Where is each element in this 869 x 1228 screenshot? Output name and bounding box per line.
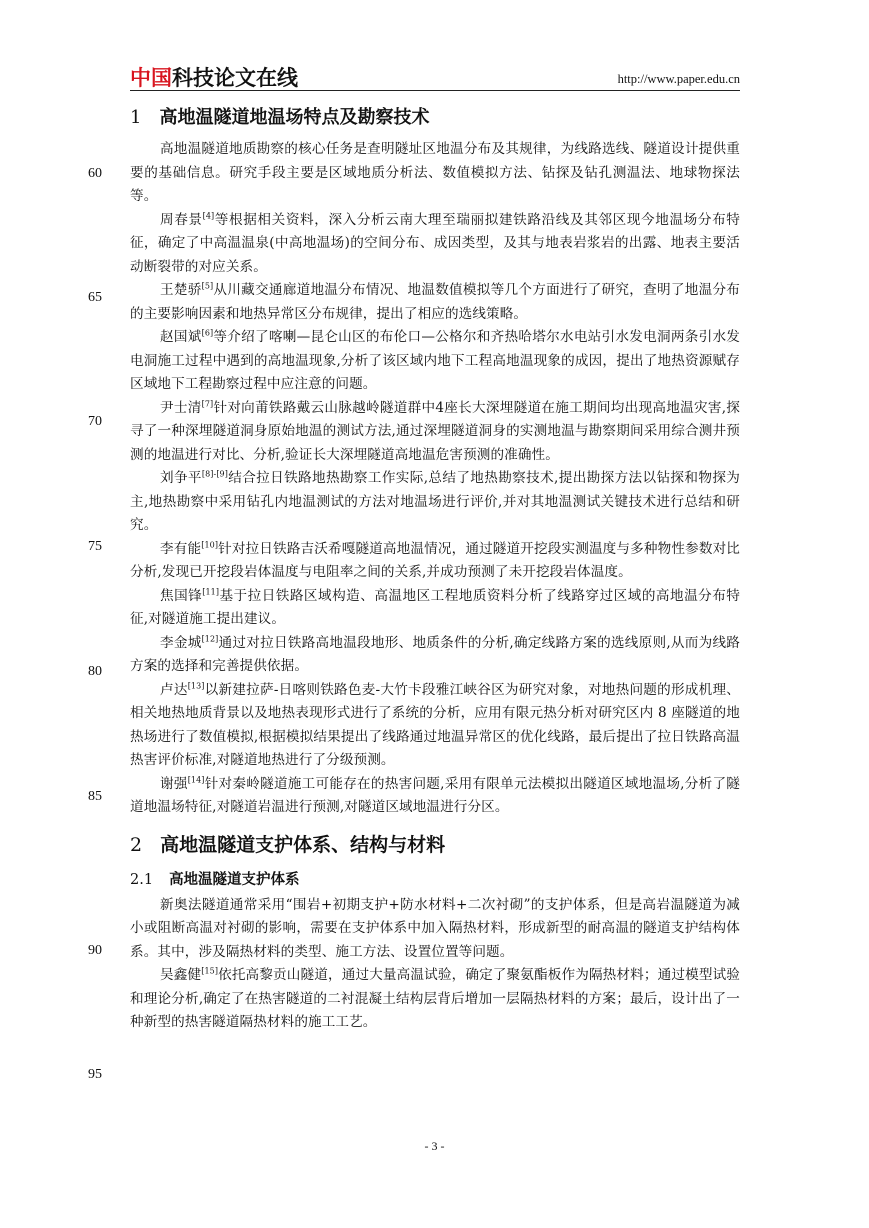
section-1-body: [130, 138, 740, 820]
paragraph: [130, 773, 740, 820]
paragraph: [130, 632, 740, 679]
paragraph: [130, 209, 740, 280]
line-number: 80: [88, 664, 102, 679]
paragraph: [130, 679, 740, 773]
page-number: - 3 -: [424, 1139, 445, 1153]
paragraph-text: 王楚骄: [160, 282, 202, 298]
paragraph-text: 周春景: [160, 211, 203, 228]
citation-ref[interactable]: [15]: [201, 966, 219, 976]
page-header: [130, 60, 740, 92]
paragraph-text: 李金城: [160, 634, 202, 651]
section-2-body: [130, 894, 740, 1035]
paragraph-text: 针对秦岭隧道施工可能存在的热害问题,采用有限单元法模拟出隧道区域地温场,分析了隧道地温场特征,对隧道岩温进行预测,对隧道区域地温进行分区。: [130, 775, 740, 815]
citation-ref[interactable]: [13]: [187, 680, 205, 690]
citation-ref[interactable]: [14]: [187, 774, 205, 784]
paragraph-text: 针对向莆铁路戴云山脉越岭隧道群中4座长大深埋隧道在施工期间均出现高地温灾害,探寻了一种深埋隧道洞身原始地温的测试方法,通过深埋隧道洞身的实测地温与勘察期间采用综合测井预测的地温进行对比、分析,验证长大深埋隧道高地温危害预测的准确性。: [130, 399, 740, 463]
paragraph-text: 吴鑫健: [160, 967, 202, 983]
section-number: 2: [130, 833, 143, 856]
paragraph: [130, 326, 740, 397]
paragraph: [130, 397, 740, 468]
paragraph: [130, 894, 740, 965]
subsection-2-1-heading: [130, 868, 740, 892]
line-number: 85: [88, 789, 102, 804]
citation-ref[interactable]: [4]: [202, 210, 215, 220]
journal-logo: [130, 62, 298, 92]
paragraph-text: 高地温隧道地质勘察的核心任务是查明隧址区地温分布及其规律，为线路选线、隧道设计提供重要的基础信息。研究手段主要是区域地质分析法、数值模拟方法、钻探及钻孔测温法、地球物探法等。: [130, 141, 740, 204]
paragraph-text: 卢达: [160, 681, 188, 698]
paragraph-text: 尹士清: [160, 399, 202, 416]
citation-ref[interactable]: [6]: [201, 328, 214, 338]
citation-ref[interactable]: [5]: [201, 281, 214, 291]
citation-ref[interactable]: [7]: [201, 398, 214, 408]
paragraph-text: 针对拉日铁路吉沃希嘎隧道高地温情况，通过隧道开挖段实测温度与多种物性参数对比分析,发现已开挖段岩体温度与电阻率之间的关系,并成功预测了未开挖段岩体温度。: [130, 540, 740, 580]
citation-ref[interactable]: [10]: [201, 539, 219, 549]
paragraph-text: 赵国斌: [160, 329, 202, 345]
subsection-title: 高地温隧道支护体系: [169, 870, 300, 888]
paragraph-text: 基于拉日铁路区域构造、高温地区工程地质资料分析了线路穿过区域的高地温分布特征,对隧道施工提出建议。: [130, 587, 740, 627]
paragraph-text: 等根据相关资料，深入分析云南大理至瑞丽拟建铁路沿线及其邻区现今地温场分布特征，确定了中高温温泉(中高地温场)的空间分布、成因类型，及其与地表岩浆岩的出露、地表主要活动断裂带的对应关系。: [130, 211, 740, 275]
paragraph: [130, 538, 740, 585]
section-title: 高地温隧道地温场特点及勘察技术: [159, 107, 430, 128]
paragraph-text: 以新建拉萨-日喀则铁路色麦-大竹卡段雅江峡谷区为研究对象，对地热问题的形成机理、相关地热地质背景以及地热表现形式进行了系统的分析，应用有限元热分析对研究区内 8 座隧道的地热场进行了数值模拟,根据模拟结果提出了线路通过地温异常区的优化线路，最后提出了拉日铁路高温热害评价标准,对隧道地热进行了分级预测。: [130, 681, 741, 768]
section-title: 高地温隧道支护体系、结构与材料: [160, 833, 446, 856]
paragraph-text: 谢强: [160, 775, 188, 792]
section-2-heading: [130, 830, 740, 860]
paragraph-text: 等介绍了喀喇—昆仑山区的布伦口—公格尔和齐热哈塔尔水电站引水发电洞两条引水发电洞施工过程中遇到的高地温现象,分析了该区域内地下工程高地温现象的成因，提出了地热资源赋存区域地下工程勘察过程中应注意的问题。: [130, 329, 740, 392]
line-number: 95: [88, 1067, 102, 1082]
logo-text-red: 中国: [130, 66, 172, 90]
subsection-number: 2.1: [130, 871, 154, 888]
header-rule: [130, 90, 740, 91]
line-number: 70: [88, 414, 102, 429]
header-url[interactable]: http://www.paper.edu.cn: [617, 72, 740, 86]
paragraph: [130, 467, 740, 538]
line-number: 90: [88, 943, 102, 958]
citation-ref[interactable]: [11]: [202, 586, 220, 596]
paragraph-text: 从川藏交通廊道地温分布情况、地温数值模拟等几个方面进行了研究，查明了地温分布的主要影响因素和地热异常区分布规律，提出了相应的选线策略。: [130, 282, 740, 322]
paragraph-text: 李有能: [160, 540, 202, 557]
logo-text-dark: 科技论文在线: [172, 66, 298, 90]
line-number: 60: [88, 166, 102, 181]
citation-ref[interactable]: [12]: [201, 633, 219, 643]
paragraph-text: 通过对拉日铁路高地温段地形、地质条件的分析,确定线路方案的选线原则,从而为线路方案的选择和完善提供依据。: [130, 634, 740, 674]
section-number: 1: [130, 107, 142, 128]
citation-ref[interactable]: [8]-[9]: [201, 469, 228, 479]
paragraph: [130, 279, 740, 326]
paragraph: [130, 964, 740, 1035]
line-number: 65: [88, 290, 102, 305]
section-1-heading: [130, 104, 740, 132]
page-content: [130, 104, 740, 1035]
paragraph-text: 焦国锋: [160, 587, 203, 604]
line-number: 75: [88, 539, 102, 554]
paragraph-text: 刘争平: [160, 470, 202, 486]
paragraph: [130, 138, 740, 209]
paragraph-text: 结合拉日铁路地热勘察工作实际,总结了地热勘察技术,提出勘探方法以钻探和物探为主,地热勘察中采用钻孔内地温测试的方法对地温场进行评价,并对其地温测试关键技术进行总结和研究。: [130, 470, 740, 533]
paragraph: [130, 585, 740, 632]
paragraph-text: 依托高黎贡山隧道，通过大量高温试验，确定了聚氨酯板作为隔热材料；通过模型试验和理论分析,确定了在热害隧道的二衬混凝土结构层背后增加一层隔热材料的方案；最后，设计出了一种新型的热害隧道隔热材料的施工工艺。: [130, 967, 740, 1030]
paragraph-text: 新奥法隧道通常采用“围岩+初期支护+防水材料+二次衬砌”的支护体系，但是高岩温隧道为减小或阻断高温对衬砌的影响，需要在支护体系中加入隔热材料，形成新型的耐高温的隧道支护结构体系。其中，涉及隔热材料的类型、施工方法、设置位置等问题。: [130, 896, 740, 960]
